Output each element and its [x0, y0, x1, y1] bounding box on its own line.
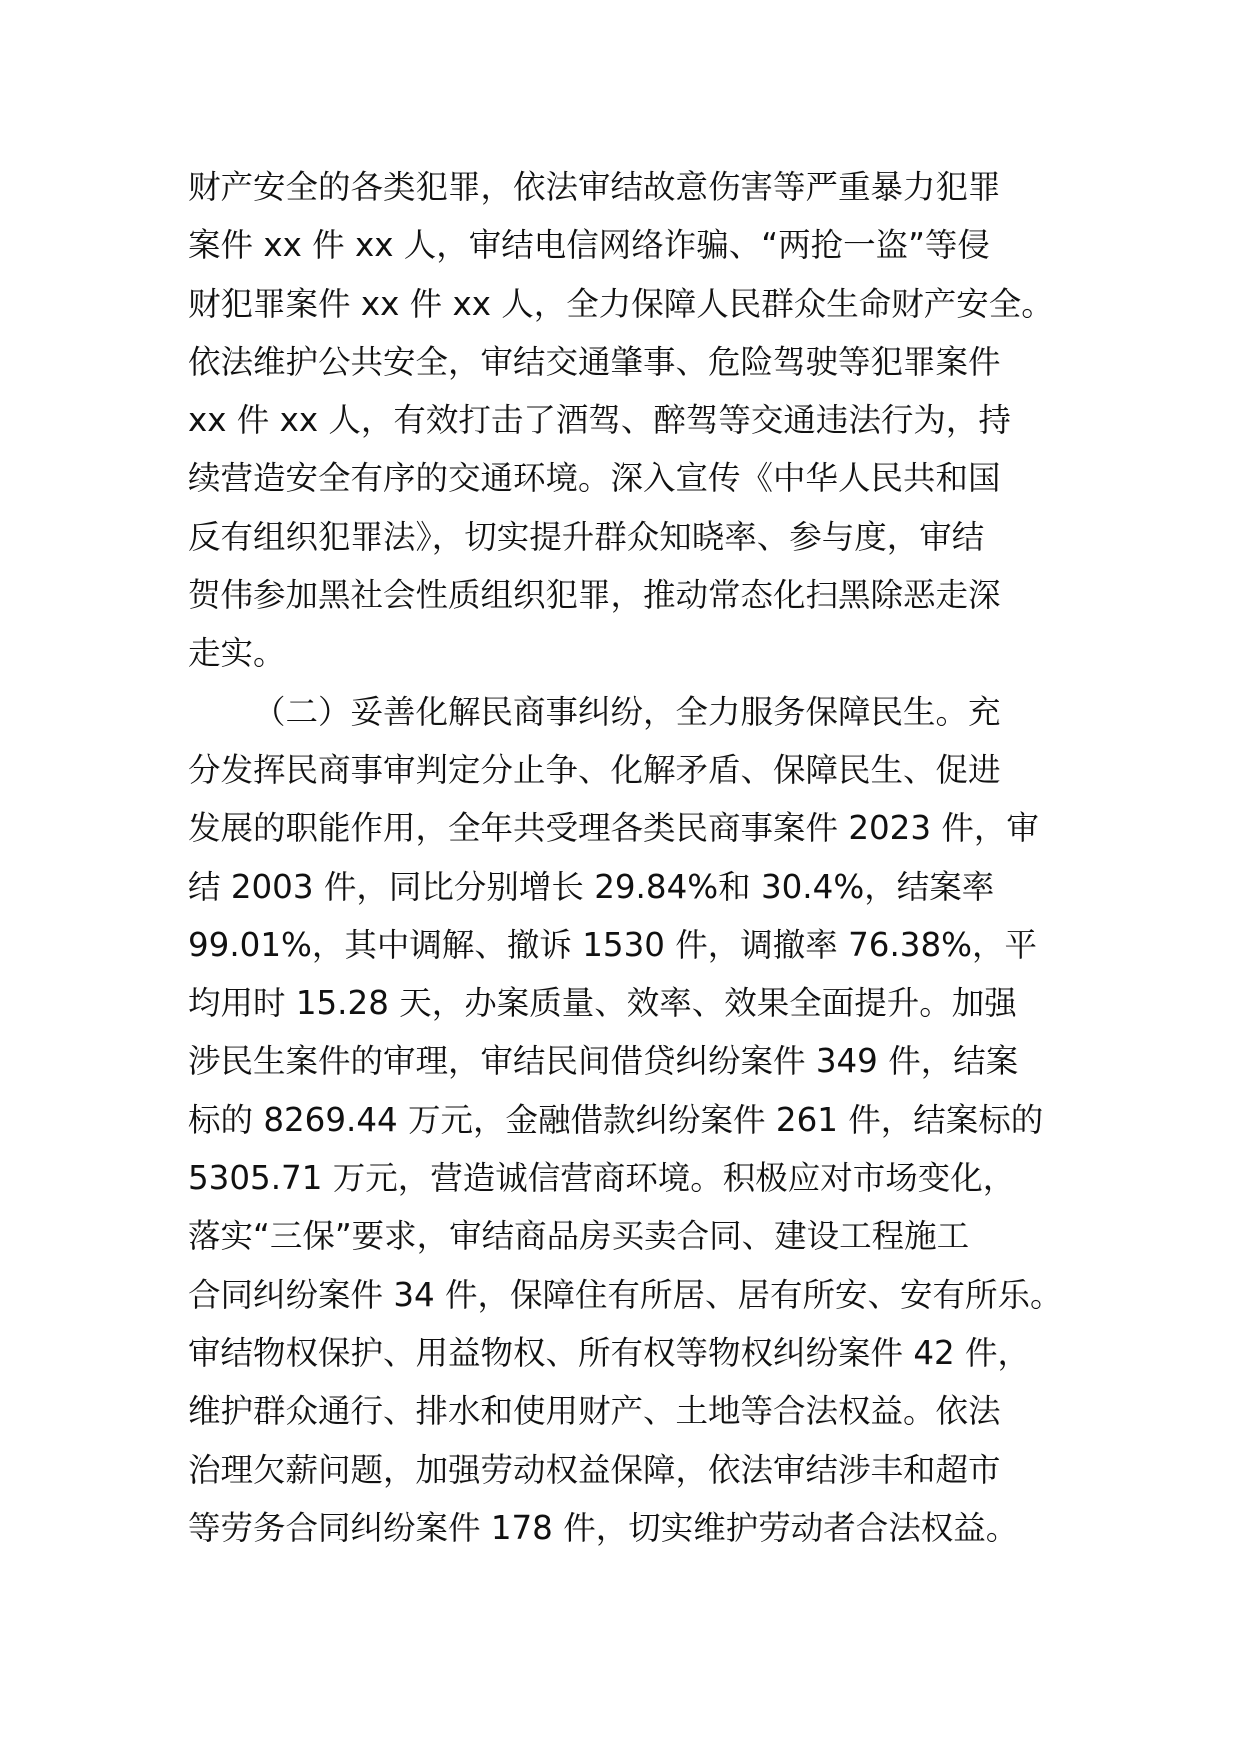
text-line: 走实。	[188, 634, 286, 673]
text-line: 结 2003 件，同比分别增长 29.84%和 30.4%，结案率	[188, 867, 995, 906]
text-line: 反有组织犯罪法》，切实提升群众知晓率、参与度，审结	[188, 517, 985, 556]
text-line: 分发挥民商事审判定分止争、化解矛盾、保障民生、促进	[188, 750, 1001, 789]
text-line: 财犯罪案件 xx 件 xx 人，全力保障人民群众生命财产安全。	[188, 284, 1054, 323]
text-line: 均用时 15.28 天，办案质量、效率、效果全面提升。加强	[188, 984, 1017, 1023]
text-line: 合同纠纷案件 34 件，保障住有所居、居有所安、安有所乐。	[188, 1275, 1063, 1314]
text-line: 维护群众通行、排水和使用财产、土地等合法权益。依法	[188, 1392, 1001, 1431]
text-line: xx 件 xx 人，有效打击了酒驾、醉驾等交通违法行为，持	[188, 401, 1011, 440]
text-line: 续营造安全有序的交通环境。深入宣传《中华人民共和国	[188, 459, 1001, 498]
text-line: 治理欠薪问题，加强劳动权益保障，依法审结涉丰和超市	[188, 1450, 1001, 1489]
text-line: 案件 xx 件 xx 人，审结电信网络诈骗、“两抢一盗”等侵	[188, 226, 990, 265]
document-body	[188, 158, 1088, 1557]
text-line: 依法维护公共安全，审结交通肇事、危险驾驶等犯罪案件	[188, 342, 1001, 381]
text-line: 审结物权保护、用益物权、所有权等物权纠纷案件 42 件，	[188, 1333, 1031, 1372]
text-line: 99.01%，其中调解、撤诉 1530 件，调撤率 76.38%，平	[188, 925, 1038, 964]
text-line: 财产安全的各类犯罪，依法审结故意伤害等严重暴力犯罪	[188, 168, 1001, 206]
text-line: 涉民生案件的审理，审结民间借贷纠纷案件 349 件，结案	[188, 1042, 1019, 1081]
text-line: 贺伟参加黑社会性质组织犯罪，推动常态化扫黑除恶走深	[188, 576, 1001, 615]
text-line: 等劳务合同纠纷案件 178 件，切实维护劳动者合法权益。	[188, 1508, 1019, 1547]
text-line: 落实“三保”要求，审结商品房买卖合同、建设工程施工	[188, 1217, 970, 1256]
text-line: 5305.71 万元，营造诚信营商环境。积极应对市场变化，	[188, 1159, 1016, 1198]
text-line: 发展的职能作用，全年共受理各类民商事案件 2023 件，审	[188, 809, 1039, 848]
section-heading-line: （二）妥善化解民商事纠纷，全力服务保障民生。充	[253, 692, 1001, 731]
text-line: 标的 8269.44 万元，金融借款纠纷案件 261 件，结案标的	[188, 1100, 1044, 1139]
